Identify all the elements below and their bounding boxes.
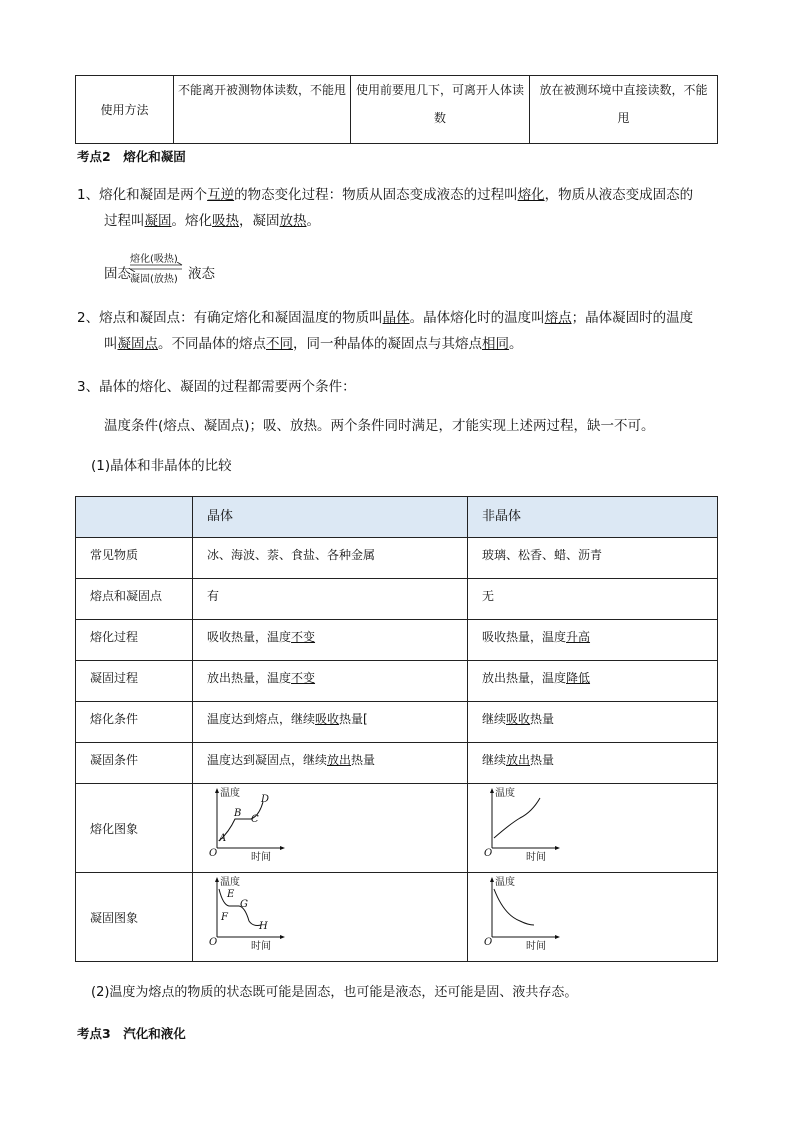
subheading-note: (2)温度为熔点的物质的状态既可能是固态，也可能是液态，还可能是固、液共存态。 xyxy=(91,985,578,1000)
table-row: 凝固过程 放出热量，温度不变 放出热量，温度降低 xyxy=(76,661,718,702)
paragraph-3-condition: 温度条件(熔点、凝固点)；吸、放热。两个条件同时满足，才能实现上述两过程，缺一不可。 xyxy=(104,418,655,434)
svg-text:温度: 温度 xyxy=(220,877,240,888)
usage-cold-hot-thermometer: 放在被测环境中直接读数，不能甩 xyxy=(530,76,718,144)
svg-text:H: H xyxy=(259,921,268,932)
svg-text:C: C xyxy=(251,814,259,825)
usage-label: 使用方法 xyxy=(76,76,174,144)
freezing-label: 凝固(放热) xyxy=(130,274,178,285)
table-row: 熔化图象 温度 O 时间 A B C D 温度 O 时间 xyxy=(76,784,718,873)
svg-text:温度: 温度 xyxy=(495,877,515,888)
svg-text:O: O xyxy=(484,937,493,948)
paragraph-2: 2、熔点和凝固点：有确定熔化和凝固温度的物质叫晶体。晶体熔化时的温度叫熔点；晶体凝固时的温度 叫凝固点。不同晶体的熔点不同，同一种晶体的凝固点与其熔点相同。 xyxy=(77,310,694,352)
paragraph-3: 3、晶体的熔化、凝固的过程都需要两个条件： xyxy=(77,379,356,395)
solid-label: 固态 xyxy=(104,266,131,282)
subheading-compare: (1)晶体和非晶体的比较 xyxy=(91,458,232,474)
table-row: 熔点和凝固点 有 无 xyxy=(76,579,718,620)
header-amorphous: 非晶体 xyxy=(468,497,718,538)
svg-text:O: O xyxy=(209,848,218,859)
header-empty xyxy=(76,497,193,538)
crystal-melting-graph xyxy=(207,786,297,866)
section2-title: 考点2 熔化和凝固 xyxy=(77,149,186,164)
table-header-row xyxy=(76,497,718,538)
table-row: 凝固条件 温度达到凝固点，继续放出热量 继续放出热量 xyxy=(76,743,718,784)
table-row: 凝固图象 温度 O 时间 E F G H 温度 O 时间 xyxy=(76,873,718,962)
svg-text:时间: 时间 xyxy=(251,852,271,863)
paragraph-1: 1、熔化和凝固是两个互逆的物态变化过程：物质从固态变成液态的过程叫熔化，物质从液态变成固态的 过程叫凝固。熔化吸热，凝固放热。 xyxy=(77,187,694,229)
crystal-comparison-table xyxy=(75,496,718,962)
melting-label: 熔化(吸热) xyxy=(130,254,178,265)
table-row: 熔化过程 吸收热量，温度不变 吸收热量，温度升高 xyxy=(76,620,718,661)
svg-text:O: O xyxy=(484,848,493,859)
usage-lab-thermometer: 不能离开被测物体读数，不能甩 xyxy=(174,76,351,144)
liquid-label: 液态 xyxy=(188,266,215,282)
svg-text:F: F xyxy=(221,912,228,923)
svg-text:时间: 时间 xyxy=(251,941,271,952)
svg-text:E: E xyxy=(227,889,235,900)
svg-text:D: D xyxy=(261,794,270,805)
svg-text:B: B xyxy=(234,808,242,819)
section3-title: 考点3 汽化和液化 xyxy=(77,1026,186,1041)
svg-text:时间: 时间 xyxy=(526,852,546,863)
table-row: 熔化条件 温度达到熔点，继续吸收热量[ 继续吸收热量 xyxy=(76,702,718,743)
amorphous-freezing-graph xyxy=(482,875,572,955)
header-crystal: 晶体 xyxy=(193,497,468,538)
svg-text:温度: 温度 xyxy=(495,788,515,799)
svg-text:G: G xyxy=(240,899,248,910)
svg-text:温度: 温度 xyxy=(220,788,240,799)
svg-text:A: A xyxy=(219,833,227,844)
usage-clinical-thermometer: 使用前要甩几下，可离开人体读数 xyxy=(351,76,530,144)
table-row: 常见物质 冰、海波、萘、食盐、各种金属 玻璃、松香、蜡、沥青 xyxy=(76,538,718,579)
amorphous-melting-graph xyxy=(482,786,572,866)
state-change-diagram xyxy=(104,250,234,286)
thermometer-usage-table xyxy=(75,75,718,144)
svg-text:时间: 时间 xyxy=(526,941,546,952)
svg-text:O: O xyxy=(209,937,218,948)
crystal-freezing-graph xyxy=(207,875,297,955)
